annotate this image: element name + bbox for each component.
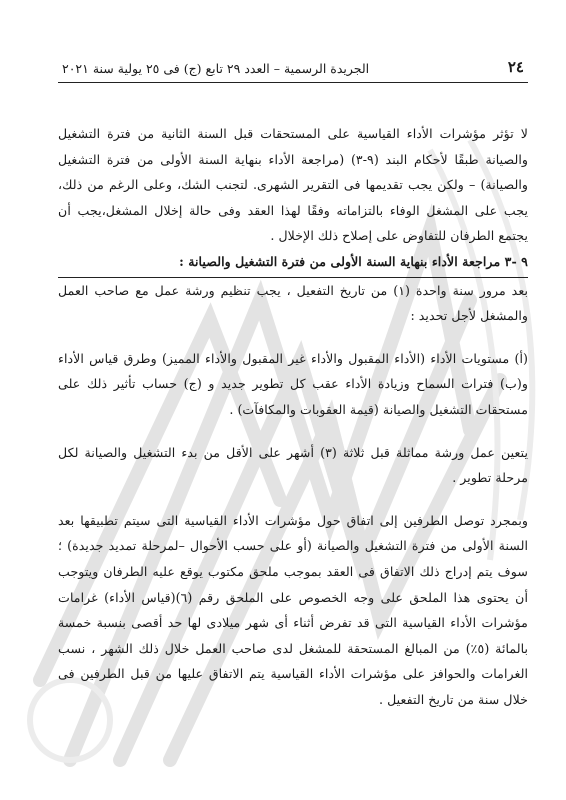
text-line: القياسية يتم الاتفاق عليها من قبل الطرفين فى خلال سنة من تاريخ التفعيل . (58, 666, 528, 707)
text-line: عليه الطرفان ويتوجب أن يحتوى هذا الملحق على وجه الخصوص على الملحق رقم (58, 563, 528, 605)
text-line: العقوبات والمكافآت) . (229, 401, 346, 417)
text-line: العمل والمشغل لأجل تحديد : (58, 282, 528, 324)
text-line: يتعين عمل ورشة مماثلة قبل ثلاثة (٣) أشهر على الأقل من بدء التشغيل (133, 444, 528, 460)
text-line: ميلادى لها حد أقصى بنسبة خمسة بالمائة (٥٪) من المبالغ المستحقة للمشغل (58, 615, 528, 656)
text-line: جديد و (ج) حساب تأثير ذلك على مستحقات التشغيل والصيانة (قيمة (58, 376, 528, 417)
document-page (58, 58, 528, 712)
text-line: التشغيل والصيانة طبقًا لأحكام البند (٩-٣) (مراجعة الأداء بنهاية السنة الأولى من (58, 126, 528, 167)
page-number: ٢٤ (507, 58, 524, 76)
text-line: لدى صاحب العمل خلال ذلك الشهر ، نسب الغرامات والحوافز على مؤشرات الأداء (58, 640, 528, 682)
text-line: إخلال المشغل،يجب أن يجتمع الطرفان للتفاوض على إصلاح ذلك الإخلال . (58, 202, 528, 244)
text-line: وعلى الرغم من ذلك، يجب على المشغل الوفاء بالتزاماته وفقًا لهذا العقد وفى حالة (58, 177, 529, 218)
text-line: تمديد جديدة) ؛ سوف يتم إدراج ذلك الاتفاق فى العقد بموجب ملحق مكتوب يوقع (58, 538, 528, 579)
text-line: لا تؤثر مؤشرات الأداء القياسية على المستحقات قبل السنة الثانية من فترة (107, 126, 528, 141)
text-line: والصيانة لكل مرحلة تطوير . (58, 444, 528, 486)
paragraph-kpi-note (58, 121, 528, 249)
paragraph-similar-workshop (58, 440, 528, 491)
text-line: (٦)(قياس الأداء) غرامات مؤشرات الأداء القياسية التى قد تفرض أثناء أى شهر (58, 589, 528, 631)
page-header (58, 58, 528, 83)
gazette-title: الجريدة الرسمية – العدد ٢٩ تابع (ج) فى ٢٥ يولية سنة ٢٠٢١ (62, 61, 370, 76)
text-line: بعد مرور سنة واحدة (١) من تاريخ التفعيل ، يجب تنظيم ورشة عمل مع صاحب (94, 282, 528, 298)
paragraph-agreement (58, 508, 528, 713)
text-line: تطبيقها بعد السنة الأولى من فترة التشغيل والصيانة (أو على حسب الأحوال –لمرحلة (58, 512, 528, 554)
text-line: وبمجرد توصل الطرفين إلى اتفاق حول مؤشرات الأداء القياسية التى سيتم (123, 512, 529, 528)
text-line: فترة التشغيل والصيانة) – ولكن يجب تقديمها فى التقرير الشهرى. لتجنب الشك، (58, 151, 528, 193)
paragraph-definitions (58, 346, 528, 423)
text-line: وطرق قياس الأداء و(ب) فترات السماح وزيادة الأداء عقب كل تطوير (58, 350, 529, 392)
document-body (58, 121, 528, 712)
section-title: ٩ -٣ مراجعة الأداء بنهاية السنة الأولى من فترة التشغيل والصيانة : (179, 253, 528, 269)
text-line: (أ) مستويات الأداء (الأداء المقبول والأداء غير المقبول والأداء المميز) (161, 350, 528, 366)
paragraph-workshop (58, 278, 528, 329)
